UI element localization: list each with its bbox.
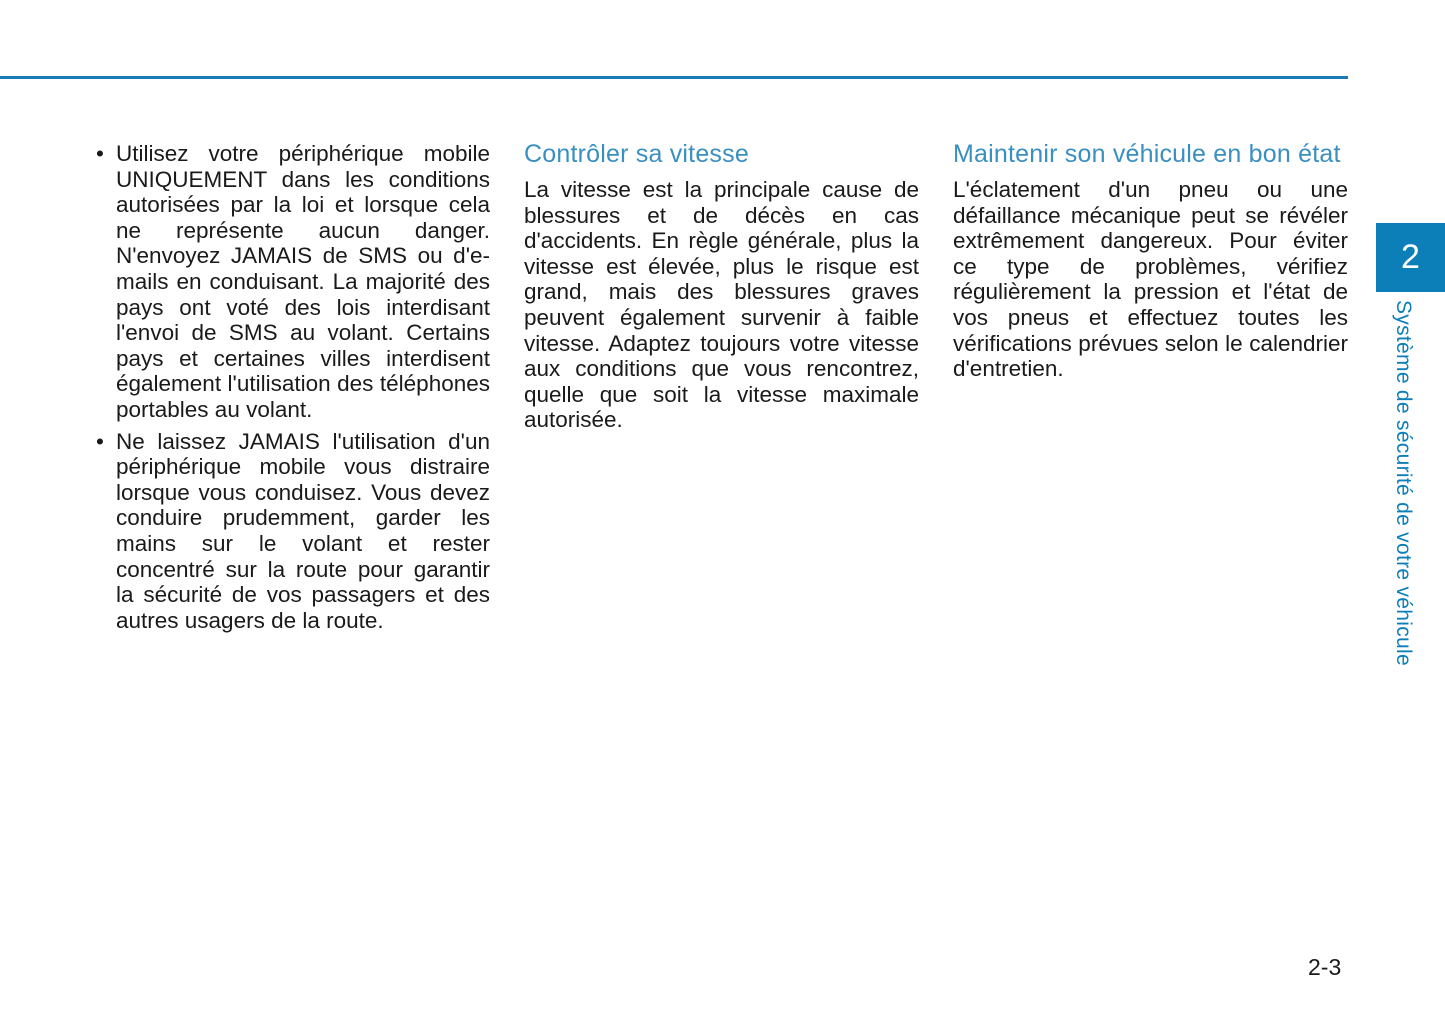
column-middle <box>524 141 919 433</box>
bullet-item <box>96 429 490 634</box>
bullet-icon: • <box>96 428 104 454</box>
bullet-item <box>96 141 490 423</box>
bullet-icon: • <box>96 141 104 166</box>
section-body-maintenance: L'éclatement d'un pneu ou une défaillance mécanique peut se révéler extrêmement dangereux. Pour éviter ce type de problèmes, vérifiez régulièrement la pression et l'état de vos pneus et effectuez toutes les vérifications prévues selon le calendrier d'entretien. <box>953 177 1348 382</box>
chapter-number-tab: 2 <box>1376 223 1445 292</box>
column-left <box>96 141 490 639</box>
bullet-text: Ne laissez JAMAIS l'utilisation d'un périphérique mobile vous distraire lorsque vous conduisez. Vous devez conduire prudemment, garder les mains sur le volant et rester concentré sur la route pour garantir la sécurité de vos passagers et des autres usagers de la route. <box>116 428 490 633</box>
chapter-title-vertical: Système de sécurité de votre véhicule <box>1392 300 1415 666</box>
bullet-text: Utilisez votre périphérique mobile UNIQUEMENT dans les conditions autorisées par la loi et lorsque cela ne représente aucun danger. N'envoyez JAMAIS de SMS ou d'e-mails en conduisant. La majorité des pays ont voté des lois interdisant l'envoi de SMS au volant. Certains pays et certaines villes interdisent également l'utilisation des téléphones portables au volant. <box>116 141 490 422</box>
section-heading-maintenance: Maintenir son véhicule en bon état <box>953 140 1341 168</box>
page-number: 2-3 <box>1308 954 1342 980</box>
section-heading-speed: Contrôler sa vitesse <box>524 140 749 168</box>
header-rule <box>0 76 1348 79</box>
bullet-list <box>96 141 490 633</box>
column-right <box>953 141 1348 382</box>
section-body-speed: La vitesse est la principale cause de blessures et de décès en cas d'accidents. En règle générale, plus la vitesse est élevée, plus le risque est grand, mais des blessures graves peuvent également survenir à faible vitesse. Adaptez toujours votre vitesse aux conditions que vous rencontrez, quelle que soit la vitesse maximale autorisée. <box>524 177 919 433</box>
